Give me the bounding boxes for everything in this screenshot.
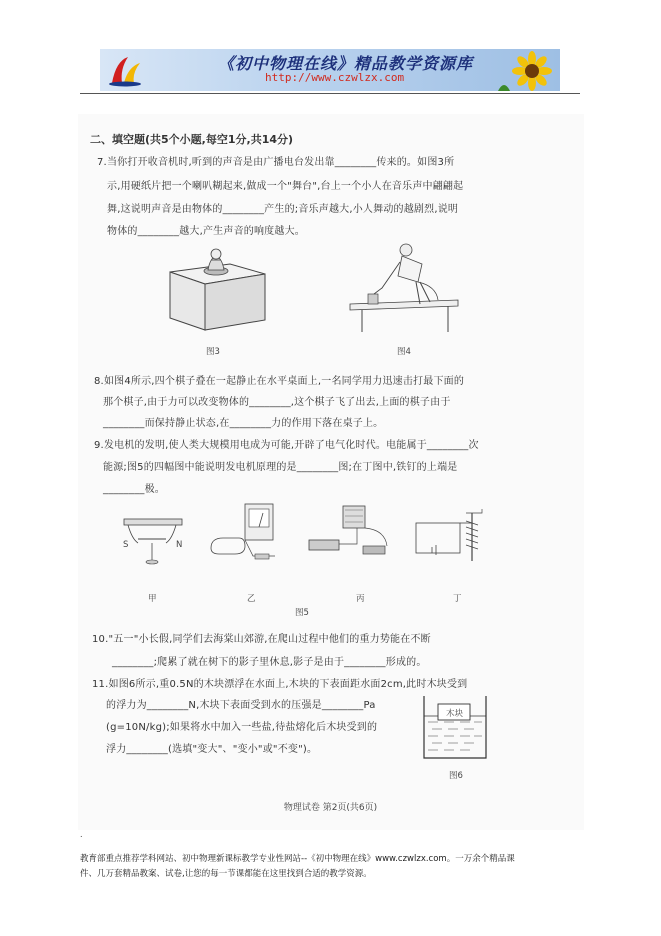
site-logo-icon bbox=[106, 53, 144, 87]
figure-5-jia-magnet-wire bbox=[118, 505, 190, 569]
q7-line-3: 舞,这说明声音是由物体的________产生的;音乐声越大,小人舞动的越剧烈,说明 bbox=[107, 204, 459, 215]
q7-line-2: 示,用硬纸片把一个喇叭糊起来,做成一个"舞台",台上一个小人在音乐声中翩翩起 bbox=[107, 181, 464, 192]
figure-4-chess-stack bbox=[348, 242, 463, 334]
q7-line-1: 7.当你打开收音机时,听到的声音是由广播电台发出靠________传来的。如图3所 bbox=[97, 157, 455, 168]
footer-note-line-2: 件、几万套精品教案、试卷,让您的每一节课都能在这里找到合适的教学资源。 bbox=[80, 869, 372, 879]
q10-line-2: ________;爬累了就在树下的影子里休息,影子是由于________形成的。 bbox=[112, 657, 427, 668]
footer-note-line-1: 教育部重点推荐学科网站、初中物理新课标教学专业性网站--《初中物理在线》www.czwlzx.com。一万余个精品课 bbox=[80, 854, 515, 864]
header-rule bbox=[80, 93, 580, 94]
figure-6-caption: 图6 bbox=[449, 771, 463, 781]
figure-5-caption: 图5 bbox=[295, 608, 309, 618]
figure-3-speaker-stage bbox=[160, 242, 275, 334]
figure-5-label-ding: 丁 bbox=[453, 594, 462, 604]
figure-5-ding-electromagnet bbox=[410, 505, 500, 565]
jia-pole-n: N bbox=[176, 540, 183, 550]
stray-dot: . bbox=[80, 830, 83, 839]
banner-title: 《初中物理在线》精品教学资源库 bbox=[218, 54, 474, 73]
figure-5-bing-motor-circuit bbox=[305, 500, 395, 570]
q11-line-2: 的浮力为________N,木块下表面受到水的压强是________Pa bbox=[106, 700, 376, 711]
figure-6-floating-block bbox=[420, 694, 490, 764]
q8-line-1: 8.如图4所示,四个棋子叠在一起静止在水平桌面上,一名同学用力迅速击打最下面的 bbox=[94, 376, 465, 387]
q10-line-1: 10."五一"小长假,同学们去海棠山郊游,在爬山过程中他们的重力势能在不断 bbox=[92, 634, 431, 645]
q9-line-1: 9.发电机的发明,使人类大规模用电成为可能,开辟了电气化时代。电能属于________次 bbox=[94, 440, 479, 451]
q8-line-2: 那个棋子,由于力可以改变物体的________,这个棋子飞了出去,上面的棋子由于 bbox=[103, 397, 451, 408]
page-number: 物理试卷 第2页(共6页) bbox=[283, 803, 378, 813]
figure-5-yi-galvanometer bbox=[205, 500, 290, 570]
sunflower-icon bbox=[496, 51, 556, 91]
figure-5-label-jia: 甲 bbox=[148, 594, 157, 604]
q11-line-1: 11.如图6所示,重0.5N的木块漂浮在水面上,木块的下表面距水面2cm,此时木块受到 bbox=[92, 679, 468, 690]
q9-line-2: 能源;图5的四幅图中能说明发电机原理的是________图;在丁图中,铁钉的上端是 bbox=[103, 462, 458, 473]
jia-pole-s: S bbox=[123, 540, 129, 550]
q8-line-3: ________而保持静止状态,在________力的作用下落在桌子上。 bbox=[103, 418, 384, 429]
figure-5-label-yi: 乙 bbox=[247, 594, 256, 604]
banner-url[interactable]: http://www.czwlzx.com bbox=[265, 71, 405, 84]
figure-3-caption: 图3 bbox=[206, 347, 220, 357]
footer-note bbox=[80, 852, 590, 882]
figure-4-caption: 图4 bbox=[397, 347, 411, 357]
figure-5-label-bing: 丙 bbox=[356, 594, 365, 604]
figure-6-block-label: 木块 bbox=[446, 709, 464, 719]
q7-line-4: 物体的________越大,产生声音的响度越大。 bbox=[107, 226, 305, 237]
q11-line-4: 浮力________(选填"变大"、"变小"或"不变")。 bbox=[106, 744, 318, 755]
header-banner bbox=[100, 49, 560, 91]
q11-line-3: (g=10N/kg);如果将水中加入一些盐,待盐熔化后木块受到的 bbox=[106, 722, 378, 733]
section-title: 二、填空题(共5个小题,每空1分,共14分) bbox=[90, 133, 294, 146]
q9-line-3: ________极。 bbox=[103, 484, 165, 495]
